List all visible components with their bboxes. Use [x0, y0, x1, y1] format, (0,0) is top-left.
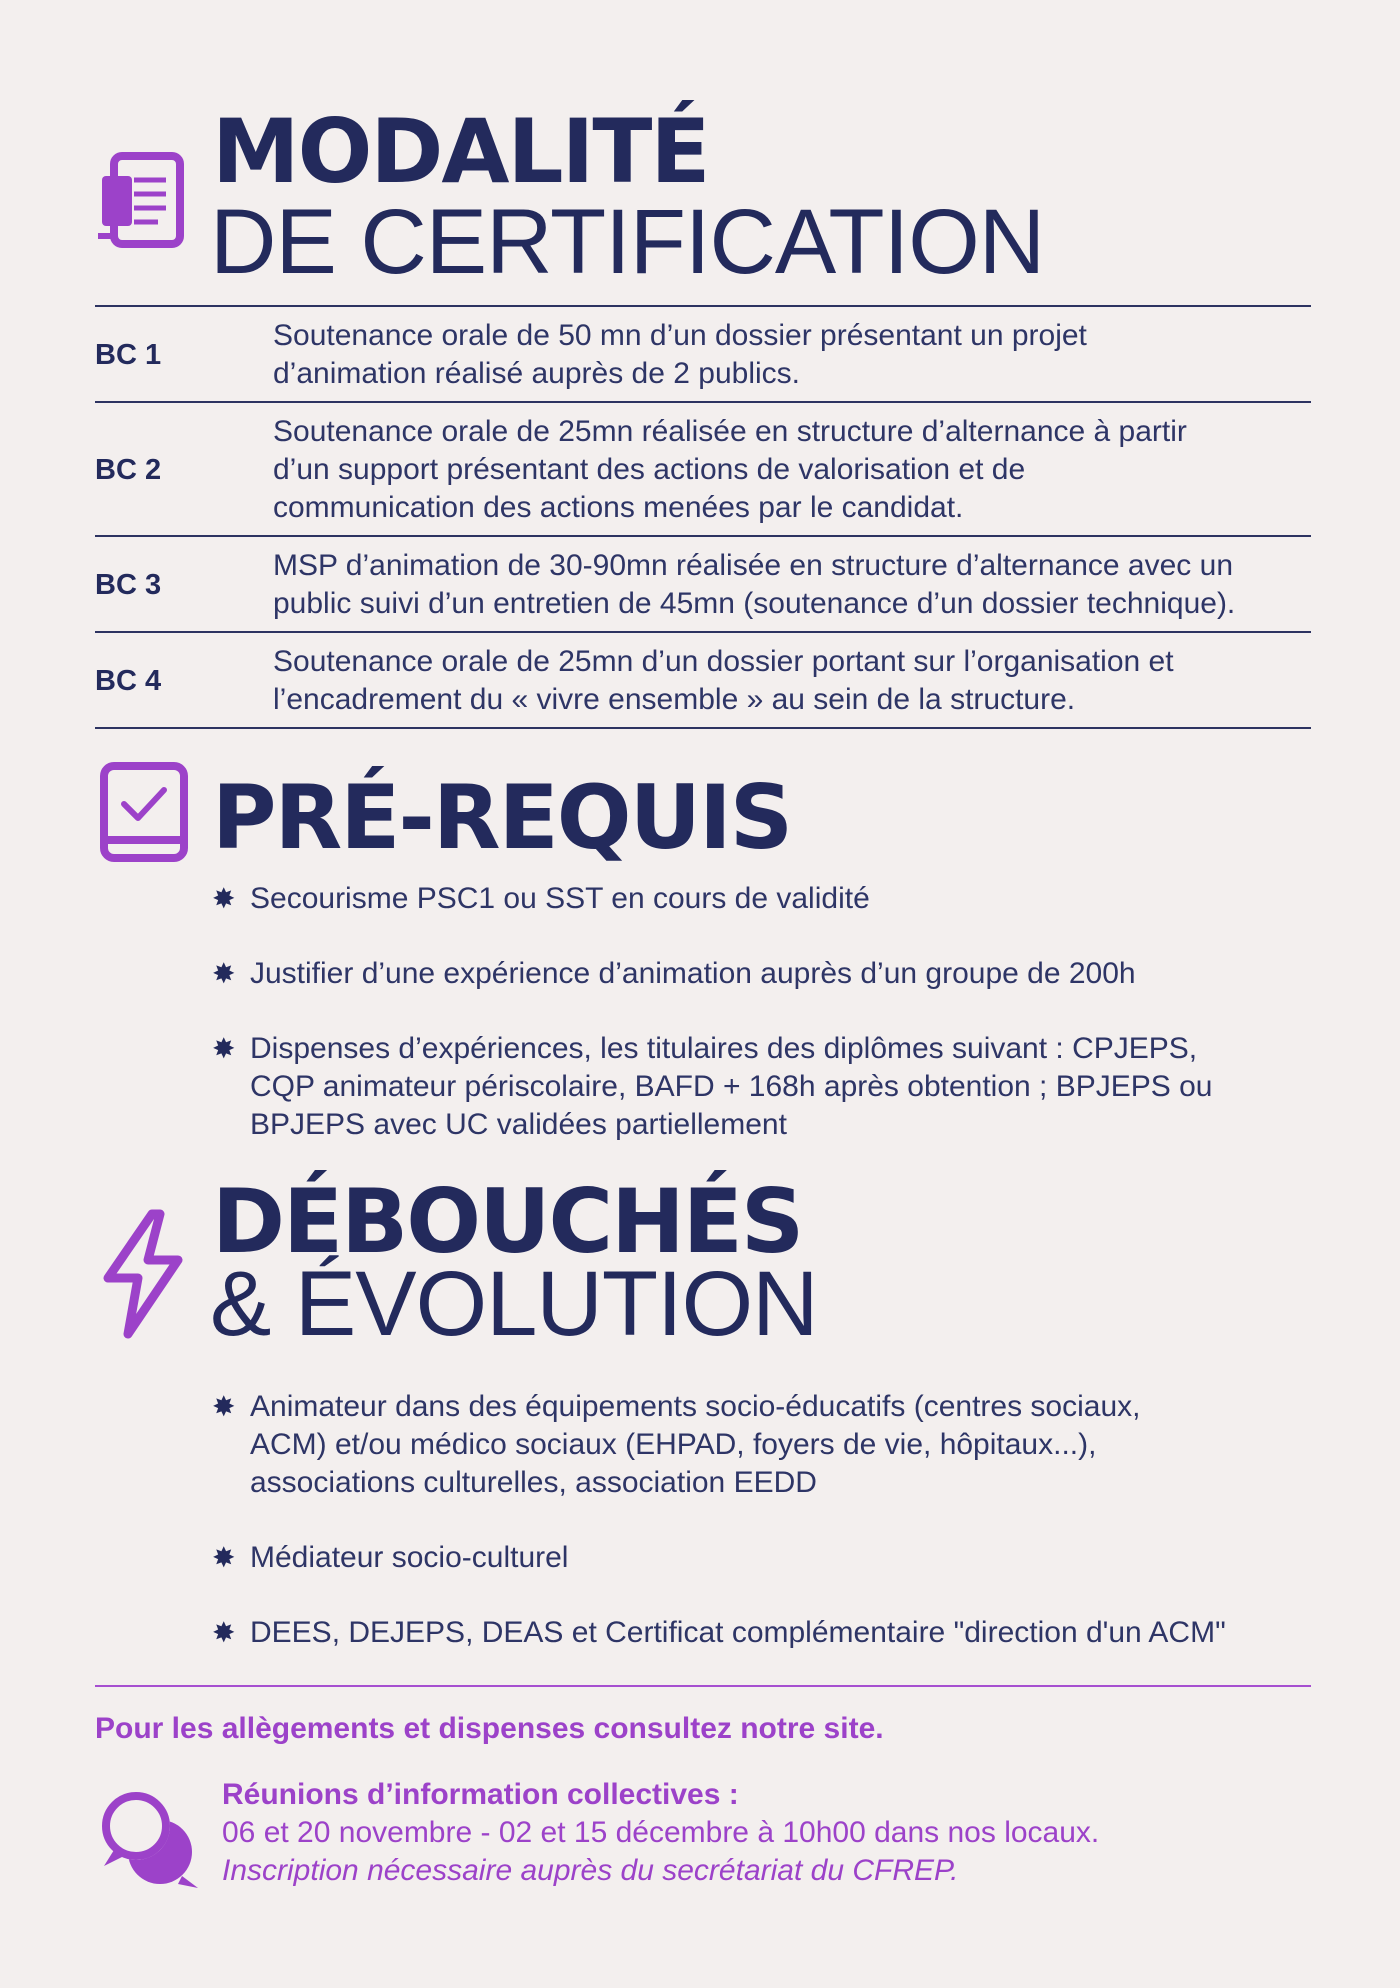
bullet-star-icon: ✸: [212, 1391, 236, 1422]
certification-subtitle: DE CERTIFICATION: [210, 191, 1045, 293]
chat-bubbles-icon: [94, 1784, 204, 1894]
bullet-star-icon: ✸: [212, 1033, 236, 1064]
debouches-list: [212, 1388, 1332, 1652]
lightning-icon: [94, 1208, 190, 1340]
table-row: [95, 535, 1311, 631]
bc-description: MSP d’animation de 30-90mn réalisée en structure d’alternance avec un public suivi d’un entretien de 45mn (soutenance d’un dossier technique).: [273, 549, 1236, 620]
bc-code: BC 1: [95, 338, 162, 371]
prerequis-title: PRÉ-REQUIS: [212, 766, 792, 869]
info-registration: Inscription nécessaire auprès du secrétariat du CFREP.: [222, 1854, 959, 1887]
list-item: ✸ Médiateur socio-culturel: [212, 1539, 1332, 1577]
list-item: ✸ Justifier d’une expérience d’animation auprès d’un groupe de 200h: [212, 955, 1322, 993]
debouches-subtitle: & ÉVOLUTION: [210, 1253, 818, 1355]
table-row: [95, 305, 1311, 401]
bullet-star-icon: ✸: [212, 883, 236, 914]
bc-code: BC 2: [95, 453, 162, 486]
bc-description: Soutenance orale de 50 mn d’un dossier présentant un projet d’animation réalisé auprès de 2 publics.: [273, 319, 1087, 390]
info-title: Réunions d’information collectives :: [222, 1778, 739, 1811]
checkbox-icon: [98, 760, 190, 864]
bullet-star-icon: ✸: [212, 1617, 236, 1648]
list-item: ✸ DEES, DEJEPS, DEAS et Certificat complémentaire "direction d'un ACM": [212, 1614, 1332, 1652]
bc-code: BC 3: [95, 568, 162, 601]
certification-table: [95, 305, 1311, 729]
bc-description: Soutenance orale de 25mn d’un dossier portant sur l’organisation et l’encadrement du « vivre ensemble » au sein de la structure.: [273, 645, 1174, 716]
bullet-star-icon: ✸: [212, 958, 236, 989]
table-row: [95, 631, 1311, 729]
footer-divider: [95, 1685, 1311, 1687]
prerequis-list: [212, 880, 1322, 1144]
bc-description: Soutenance orale de 25mn réalisée en structure d’alternance à partir d’un support présentant des actions de valorisation et de communication des actions menées par le candidat.: [273, 415, 1187, 524]
allegements-note: Pour les allègements et dispenses consultez notre site.: [95, 1712, 884, 1745]
document-icon: [94, 150, 190, 254]
info-dates: 06 et 20 novembre - 02 et 15 décembre à 10h00 dans nos locaux.: [222, 1816, 1100, 1849]
list-item: ✸ Secourisme PSC1 ou SST en cours de validité: [212, 880, 1322, 918]
certification-title: MODALITÉ: [212, 100, 709, 203]
table-row: [95, 401, 1311, 535]
debouches-title: DÉBOUCHÉS: [212, 1170, 803, 1273]
info-meetings: [222, 1776, 1099, 1890]
bc-code: BC 4: [95, 664, 162, 697]
bullet-star-icon: ✸: [212, 1542, 236, 1573]
list-item: ✸ Animateur dans des équipements socio-éducatifs (centres sociaux, ACM) et/ou médico sociaux (EHPAD, foyers de vie, hôpitaux...), associations culturelles, association EEDD: [212, 1390, 1141, 1499]
list-item: ✸ Dispenses d’expériences, les titulaires des diplômes suivant : CPJEPS, CQP animateur périscolaire, BAFD + 168h après obtention ; BPJEPS ou BPJEPS avec UC validées partiellement: [212, 1032, 1213, 1141]
